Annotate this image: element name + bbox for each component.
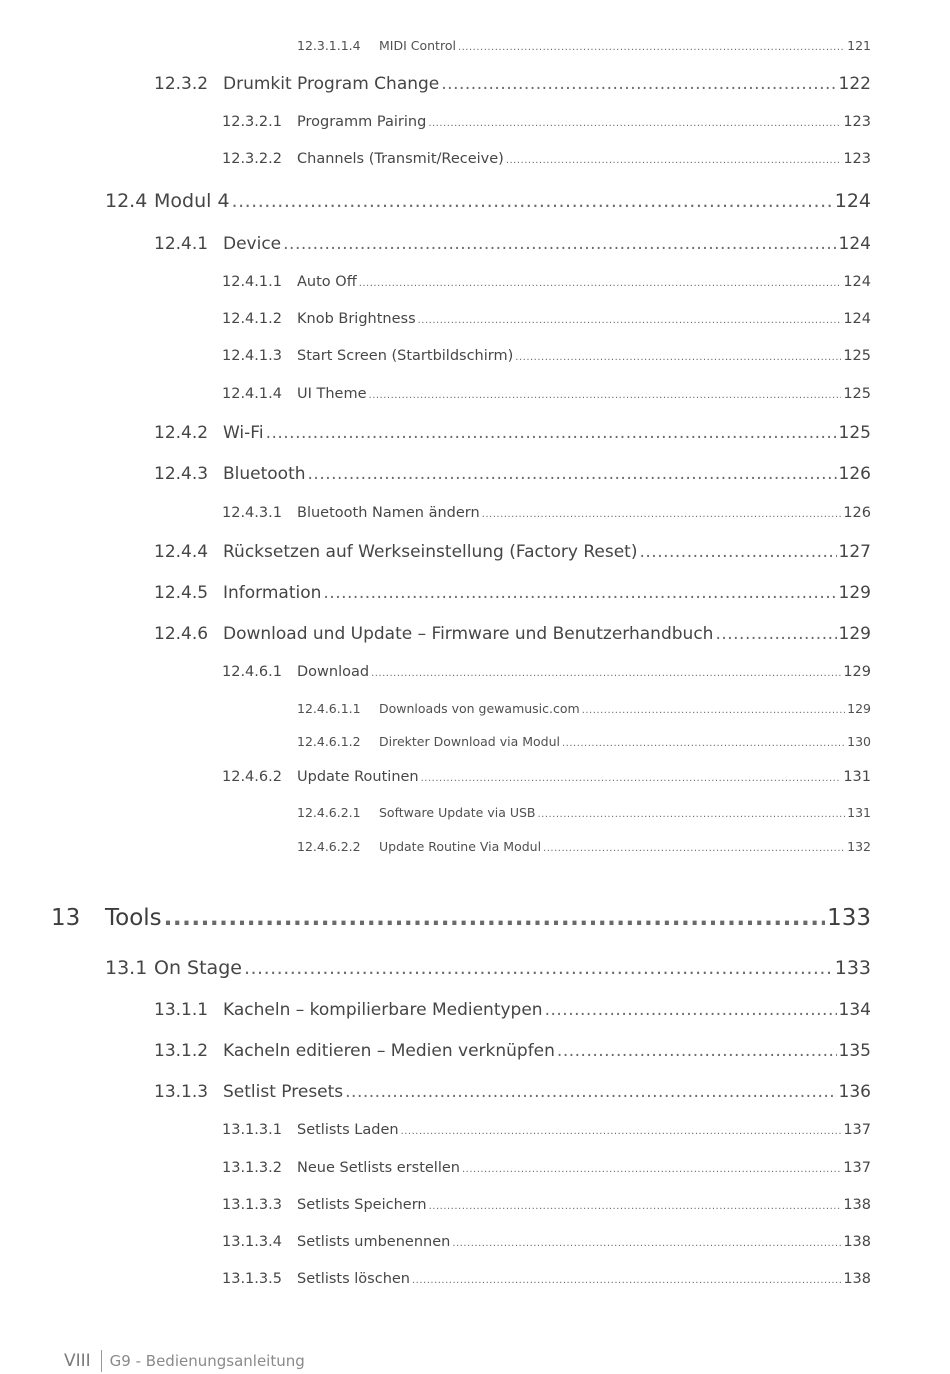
toc-entry-title: Setlists löschen [297, 1271, 410, 1287]
toc-entry[interactable] [222, 311, 871, 327]
toc-dot-leader [715, 624, 836, 644]
toc-entry-number: 12.4.3.1 [222, 505, 282, 521]
toc-entry-title: Download [297, 664, 370, 680]
toc-dot-leader [244, 957, 833, 979]
toc-entry[interactable] [297, 805, 871, 820]
toc-entry[interactable] [154, 74, 871, 94]
toc-entry-number: 12.4.1.2 [222, 311, 282, 327]
toc-entry[interactable] [154, 1082, 871, 1102]
toc-entry[interactable] [154, 542, 871, 562]
toc-entry-page: 138 [843, 1234, 871, 1250]
footer-manual-title: G9 - Bedienungsanleitung [109, 1352, 305, 1370]
toc-entry[interactable] [105, 190, 871, 212]
toc-entry-number: 12.4.1.4 [222, 386, 282, 402]
toc-entry-page: 133 [834, 957, 871, 979]
toc-entry-page: 132 [847, 839, 871, 854]
footer-divider [101, 1350, 102, 1372]
toc-entry-title: Setlists Speichern [297, 1197, 427, 1213]
toc-entry-page: 125 [843, 348, 871, 364]
toc-entry[interactable] [154, 234, 871, 254]
toc-entry-page: 123 [843, 151, 871, 167]
toc-entry-number: 13.1.3.1 [222, 1122, 282, 1138]
toc-entry[interactable] [297, 839, 871, 854]
toc-entry[interactable] [105, 957, 871, 979]
toc-entry-title: Download und Update – Firmware und Benutzerhandbuch [223, 624, 714, 644]
toc-entry-title: Setlist Presets [223, 1082, 344, 1102]
toc-entry[interactable] [154, 1041, 871, 1061]
toc-entry-title: Modul 4 [154, 190, 230, 212]
toc-entry-page: 124 [838, 234, 871, 254]
toc-entry-number: 13.1.3.2 [222, 1160, 282, 1176]
toc-entry-number: 12.4.6.2 [222, 769, 282, 785]
toc-entry-number: 12.4.6.1.1 [297, 701, 361, 716]
toc-dot-leader [562, 738, 845, 749]
toc-entry[interactable] [222, 348, 871, 364]
toc-entry-number: 12.4.1.1 [222, 274, 282, 290]
toc-entry[interactable] [51, 905, 871, 931]
toc-entry[interactable] [297, 701, 871, 716]
toc-entry-title: Setlists umbenennen [297, 1234, 451, 1250]
toc-entry-number: 13 [51, 905, 81, 931]
toc-entry[interactable] [222, 274, 871, 290]
toc-dot-leader [639, 542, 836, 562]
toc-entry-title: Kacheln editieren – Medien verknüpfen [223, 1041, 555, 1061]
toc-entry[interactable] [222, 1160, 871, 1176]
toc-entry-number: 13.1.3 [154, 1082, 209, 1102]
toc-dot-leader [462, 1164, 841, 1175]
toc-entry-number: 12.3.2 [154, 74, 209, 94]
toc-entry-title: Direkter Download via Modul [379, 734, 560, 749]
toc-entry-title: Downloads von gewamusic.com [379, 701, 580, 716]
toc-entry-page: 131 [847, 805, 871, 820]
toc-dot-leader [345, 1082, 836, 1102]
toc-dot-leader [543, 843, 845, 854]
toc-entry-page: 137 [843, 1122, 871, 1138]
toc-entry-page: 135 [838, 1041, 871, 1061]
toc-entry-number: 12.4.4 [154, 542, 209, 562]
toc-dot-leader [557, 1041, 837, 1061]
toc-entry-number: 13.1.1 [154, 1000, 209, 1020]
toc-dot-leader [515, 352, 841, 363]
toc-entry-title: Drumkit Program Change [223, 74, 440, 94]
toc-entry-page: 130 [847, 734, 871, 749]
toc-dot-leader [323, 583, 836, 603]
toc-dot-leader [371, 668, 841, 679]
toc-entry-page: 138 [843, 1271, 871, 1287]
page-footer [64, 1350, 305, 1372]
toc-entry-title: Update Routinen [297, 769, 419, 785]
toc-entry-title: UI Theme [297, 386, 367, 402]
toc-entry-page: 133 [827, 905, 871, 931]
toc-entry-page: 124 [843, 311, 871, 327]
toc-dot-leader [441, 74, 836, 94]
toc-entry-title: Rücksetzen auf Werkseinstellung (Factory Reset) [223, 542, 638, 562]
toc-entry-page: 125 [843, 386, 871, 402]
toc-entry-number: 12.4.5 [154, 583, 209, 603]
toc-entry-number: 12.3.2.1 [222, 114, 282, 130]
toc-entry-page: 121 [847, 38, 871, 53]
toc-entry-page: 124 [834, 190, 871, 212]
toc-entry-title: Knob Brightness [297, 311, 416, 327]
toc-dot-leader [545, 1000, 837, 1020]
toc-entry[interactable] [222, 114, 871, 130]
footer-page-number: VIII [64, 1351, 91, 1371]
toc-entry-page: 122 [838, 74, 871, 94]
toc-entry[interactable] [222, 1271, 871, 1287]
toc-entry-page: 129 [847, 701, 871, 716]
toc-entry-title: Setlists Laden [297, 1122, 399, 1138]
toc-entry[interactable] [297, 734, 871, 749]
toc-entry-title: Bluetooth [223, 464, 306, 484]
toc-entry-title: MIDI Control [379, 38, 456, 53]
toc-entry-page: 125 [838, 423, 871, 443]
toc-entry-page: 127 [838, 542, 871, 562]
toc-entry[interactable] [154, 624, 871, 644]
toc-dot-leader [308, 464, 837, 484]
toc-entry-title: Update Routine Via Modul [379, 839, 542, 854]
toc-entry-title: Software Update via USB [379, 805, 536, 820]
toc-entry-number: 13.1.3.4 [222, 1234, 282, 1250]
toc-entry[interactable] [154, 464, 871, 484]
toc-dot-leader [401, 1126, 842, 1137]
toc-entry[interactable] [154, 423, 871, 443]
toc-entry-number: 12.4.3 [154, 464, 209, 484]
toc-entry-number: 12.4.1 [154, 234, 209, 254]
toc-entry-page: 137 [843, 1160, 871, 1176]
toc-entry-page: 126 [843, 505, 871, 521]
toc-entry-page: 131 [843, 769, 871, 785]
toc-entry-title: Start Screen (Startbildschirm) [297, 348, 514, 364]
toc-dot-leader [164, 905, 825, 931]
toc-entry-number: 12.4.2 [154, 423, 209, 443]
toc-entry-page: 129 [838, 583, 871, 603]
toc-entry-number: 13.1.3.5 [222, 1271, 282, 1287]
toc-entry-page: 126 [838, 464, 871, 484]
toc-entry-page: 129 [843, 664, 871, 680]
toc-entry-number: 12.4 [105, 190, 148, 212]
toc-dot-leader [369, 390, 842, 401]
toc-dot-leader [482, 509, 842, 520]
toc-entry-page: 134 [838, 1000, 871, 1020]
toc-entry-title: Kacheln – kompilierbare Medientypen [223, 1000, 543, 1020]
toc-entry[interactable] [222, 1197, 871, 1213]
toc-entry-title: Bluetooth Namen ändern [297, 505, 480, 521]
toc-entry-title: Device [223, 234, 282, 254]
toc-entry[interactable] [222, 1122, 871, 1138]
toc-entry-title: Tools [105, 905, 162, 931]
toc-entry-number: 12.4.6.2.1 [297, 805, 361, 820]
toc-dot-leader [506, 155, 841, 166]
toc-entry-title: Programm Pairing [297, 114, 427, 130]
toc-dot-leader [452, 1238, 841, 1249]
toc-entry[interactable] [222, 505, 871, 521]
toc-entry-number: 12.4.1.3 [222, 348, 282, 364]
toc-entry-number: 12.4.6.1.2 [297, 734, 361, 749]
toc-entry-number: 13.1.2 [154, 1041, 209, 1061]
toc-entry[interactable] [222, 664, 871, 680]
toc-entry-page: 138 [843, 1197, 871, 1213]
toc-entry-number: 12.3.1.1.4 [297, 38, 361, 53]
toc-entry[interactable] [154, 1000, 871, 1020]
toc-dot-leader [582, 705, 845, 716]
toc-entry-number: 13.1 [105, 957, 148, 979]
toc-entry[interactable] [222, 1234, 871, 1250]
toc-entry-number: 12.3.2.2 [222, 151, 282, 167]
toc-dot-leader [232, 190, 833, 212]
toc-entry[interactable] [222, 769, 871, 785]
toc-entry-title: Auto Off [297, 274, 357, 290]
toc-dot-leader [421, 773, 842, 784]
toc-dot-leader [458, 42, 845, 53]
toc-entry-page: 123 [843, 114, 871, 130]
toc-entry-title: Information [223, 583, 322, 603]
toc-dot-leader [266, 423, 837, 443]
toc-entry-page: 124 [843, 274, 871, 290]
toc-entry-page: 129 [838, 624, 871, 644]
toc-entry-number: 12.4.6 [154, 624, 209, 644]
toc-entry[interactable] [297, 38, 871, 53]
toc-entry-title: Neue Setlists erstellen [297, 1160, 460, 1176]
toc-entry-title: On Stage [154, 957, 242, 979]
toc-dot-leader [429, 1201, 842, 1212]
toc-entry[interactable] [222, 151, 871, 167]
toc-dot-leader [283, 234, 836, 254]
toc-entry[interactable] [154, 583, 871, 603]
toc-entry[interactable] [222, 386, 871, 402]
toc-dot-leader [537, 809, 845, 820]
toc-entry-page: 136 [838, 1082, 871, 1102]
toc-dot-leader [412, 1275, 841, 1286]
toc-dot-leader [359, 278, 842, 289]
toc-entry-number: 12.4.6.2.2 [297, 839, 361, 854]
toc-entry-title: Wi-Fi [223, 423, 264, 443]
toc-entry-title: Channels (Transmit/Receive) [297, 151, 504, 167]
toc-dot-leader [428, 118, 841, 129]
toc-dot-leader [418, 315, 842, 326]
toc-entry-number: 13.1.3.3 [222, 1197, 282, 1213]
toc-entry-number: 12.4.6.1 [222, 664, 282, 680]
